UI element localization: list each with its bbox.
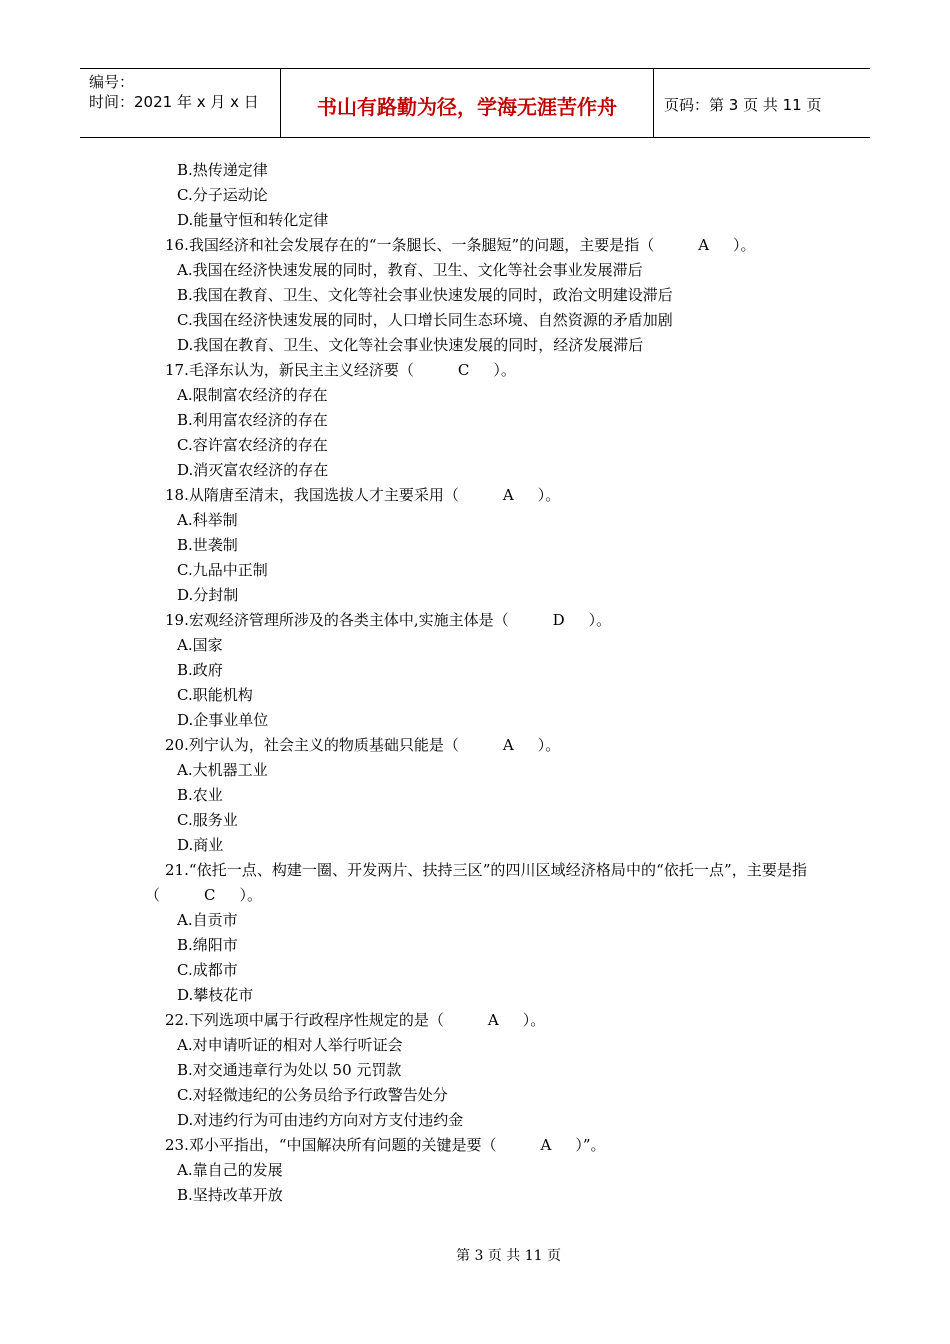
option-item: B.农业 <box>177 786 223 804</box>
question-stem: 23.邓小平指出，“中国解决所有问题的关键是要（ A ）”。 <box>145 1133 807 1158</box>
question-stem: 16.我国经济和社会发展存在的“一条腿长、一条腿短”的问题，主要是指（ A ）。 <box>145 233 807 258</box>
question-stem: 17.毛泽东认为，新民主主义经济要（ C ）。 <box>145 358 807 383</box>
answer-letter: A <box>502 736 514 754</box>
time-label: 时间：2021 年 x 月 x 日 <box>89 93 259 111</box>
question-stem: 22.下列选项中属于行政程序性规定的是（ A ）。 <box>145 1008 807 1033</box>
answer-letter: A <box>698 236 710 254</box>
option-item: B.绵阳市 <box>177 936 238 954</box>
option-item: C.九品中正制 <box>177 561 268 579</box>
page-header <box>80 68 870 138</box>
header-meta <box>80 69 281 137</box>
answer-letter: A <box>502 486 514 504</box>
option-item: C.分子运动论 <box>177 186 268 204</box>
option-item: B.我国在教育、卫生、文化等社会事业快速发展的同时，政治文明建设滞后 <box>177 286 673 304</box>
option-item: D.攀枝花市 <box>177 986 254 1004</box>
option-item: B.世袭制 <box>177 536 238 554</box>
answer-letter: A <box>540 1136 552 1154</box>
option-item: C.职能机构 <box>177 686 253 704</box>
header-page-cell <box>654 69 870 137</box>
option-item: A.我国在经济快速发展的同时，教育、卫生、文化等社会事业发展滞后 <box>177 261 643 279</box>
question-stem: 21.“依托一点、构建一圈、开发两片、扶持三区”的四川区域经济格局中的“依托一点”，主要是指（ C ）。 <box>145 858 807 908</box>
header-motto: 书山有路勤为径，学海无涯苦作舟 <box>317 95 617 119</box>
option-item: B.热传递定律 <box>177 161 268 179</box>
option-item: D.我国在教育、卫生、文化等社会事业快速发展的同时，经济发展滞后 <box>177 336 644 354</box>
answer-letter: D <box>552 611 565 629</box>
option-item: D.消灭富农经济的存在 <box>177 461 329 479</box>
question-content <box>145 158 807 1208</box>
answer-letter: C <box>204 886 216 904</box>
option-item: A.对申请听证的相对人举行听证会 <box>177 1036 403 1054</box>
option-item: D.企事业单位 <box>177 711 269 729</box>
option-item: A.国家 <box>177 636 223 654</box>
option-item: A.大机器工业 <box>177 761 268 779</box>
option-item: C.服务业 <box>177 811 238 829</box>
option-item: B.利用富农经济的存在 <box>177 411 328 429</box>
page-footer <box>0 1245 950 1265</box>
option-item: A.限制富农经济的存在 <box>177 386 328 404</box>
option-item: B.政府 <box>177 661 223 679</box>
answer-letter: A <box>487 1011 499 1029</box>
number-label: 编号： <box>89 73 135 91</box>
option-item: C.容许富农经济的存在 <box>177 436 328 454</box>
option-item: D.商业 <box>177 836 224 854</box>
option-item: D.分封制 <box>177 586 239 604</box>
option-item: C.我国在经济快速发展的同时，人口增长同生态环境、自然资源的矛盾加剧 <box>177 311 673 329</box>
question-stem: 18.从隋唐至清末，我国选拔人才主要采用（ A ）。 <box>145 483 807 508</box>
option-item: D.能量守恒和转化定律 <box>177 211 329 229</box>
option-item: A.靠自己的发展 <box>177 1161 283 1179</box>
option-item: B.对交通违章行为处以 50 元罚款 <box>177 1061 402 1079</box>
option-item: B.坚持改革开放 <box>177 1186 283 1204</box>
option-item: A.科举制 <box>177 511 238 529</box>
option-item: C.对轻微违纪的公务员给予行政警告处分 <box>177 1086 448 1104</box>
footer-page-number: 第 3 页 共 11 页 <box>456 1248 561 1264</box>
answer-letter: C <box>457 361 470 379</box>
option-item: C.成都市 <box>177 961 238 979</box>
question-stem: 20.列宁认为，社会主义的物质基础只能是（ A ）。 <box>145 733 807 758</box>
option-item: D.对违约行为可由违约方向对方支付违约金 <box>177 1111 464 1129</box>
option-item: A.自贡市 <box>177 911 238 929</box>
header-page-info: 页码：第 3 页 共 11 页 <box>664 96 822 114</box>
question-stem: 19.宏观经济管理所涉及的各类主体中,实施主体是（ D ）。 <box>145 608 807 633</box>
header-motto-cell <box>281 69 654 137</box>
